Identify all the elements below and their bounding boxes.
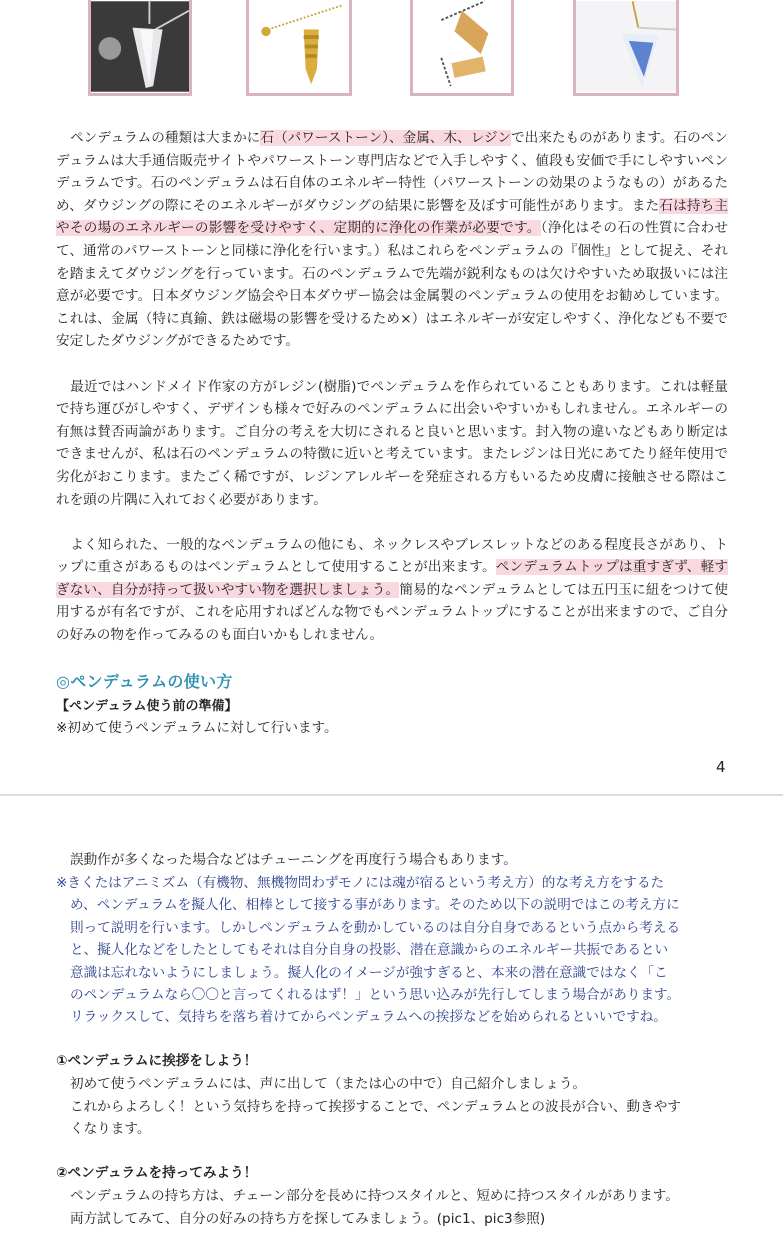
blue-note-line: 則って説明を行います。しかしペンデュラムを動かしているのは自分自身であるという点から考える	[70, 920, 681, 936]
pendulum-photos	[0, 0, 783, 100]
section-title: ◎ペンデュラムの使い方	[56, 672, 233, 691]
blue-note-line: と、擬人化などをしたとしてもそれは自分自身の投影、潜在意識からのエネルギー共振であるとい	[70, 942, 669, 958]
step-2-line: 両方試してみて、自分の好みの持ち方を探してみましょう。(pic1、pic3参照)	[70, 1211, 546, 1227]
blue-note-line: め、ペンデュラムを擬人化、相棒として接する事があります。そのため以下の説明ではこの考え方に	[70, 897, 680, 913]
subheading-preparation: 【ペンデュラム使う前の準備】	[56, 699, 238, 714]
step-1-line: くなります。	[70, 1121, 151, 1137]
note-first-use: ※初めて使うペンデュラムに対して行います。	[56, 720, 338, 736]
crystal-pendulum-photo	[88, 0, 192, 96]
brass-pendulum-photo	[246, 0, 352, 96]
page-1-body	[56, 127, 728, 647]
page-divider	[0, 794, 783, 796]
highlight-purification: 石は持ち主やその場のエネルギーの影響を受けやすく、定期的に浄化の作業が必要です。	[56, 197, 729, 237]
paragraph-pendulum-types: ペンデュラムの種類は大まかに石（パワーストーン）、金属、木、レジンで出来たものがあります。石のペンデュラムは大手通信販売サイトやパワーストーン専門店などで入手しやすく、値段も安価で手にしやすいペンデュラムです。石のペンデュラムは石自体のエネルギー特性（パワーストーンの効果のようなもの）があるため、ダウジングの際にそのエネルギーがダウジングの結果に影響を及ぼす可能性があります。また石は持ち主やその場のエネルギーの影響を受けやすく、定期的に浄化の作業が必要です。（浄化はその石の性質に合わせて、通常のパワーストーンと同様に浄化を行います。）私はこれらをペンデュラムの『個性』として捉え、それを踏まえてダウジングを行っています。石のペンデュラムで先端が鋭利なものは欠けやすいため取扱いには注意が必要です。日本ダウジング協会や日本ダウザー協会は金属製のペンデュラムの使用をお勧めしています。これは、金属（特に真鍮、鉄は磁場の影響を受けるため×）はエネルギーが安定しやすく、浄化なども不要で安定したダウジングができるためです。	[56, 130, 729, 350]
step-2-line: ペンデュラムの持ち方は、チェーン部分を長めに持つスタイルと、短めに持つスタイルがあります。	[70, 1188, 679, 1204]
paragraph-resin-pendulum: 最近ではハンドメイド作家の方がレジン(樹脂)でペンデュラムを作られていることもあります。これは軽量で持ち運びがしやすく、デザインも様々で好みのペンデュラムに出会いやすいかもしれません。エネルギーの有無は賛否両論があります。ご自分の考えを大切にされると良いと思います。封入物の違いなどもあり断定はできませんが、私は石のペンデュラムの特徴に近いと考えています。またレジンは日光にあてたり経年使用で劣化がおこります。またごく稀ですが、レジンアレルギーを発症される方もいるため皮膚に接触させる際はこれを頭の片隅に入れておく必要があります。	[56, 378, 728, 508]
resin-pendulum-photo	[573, 0, 679, 96]
tuning-note: 誤動作が多くなった場合などはチューニングを再度行う場合もあります。	[70, 852, 517, 868]
page-number: 4	[716, 758, 726, 776]
blue-note-line: リラックスして、気持ちを落ち着けてからペンデュラムへの挨拶などを始められるといいですね。	[70, 1009, 667, 1025]
step-2-title: ②ペンデュラムを持ってみよう！	[56, 1165, 258, 1181]
highlight-top-weight: ペンデュラムトップは重すぎず、軽すぎない、自分が持って扱いやすい物を選択しましょう。	[56, 559, 728, 598]
step-1-line: 初めて使うペンデュラムには、声に出して（または心の中で）自己紹介しましょう。	[70, 1076, 587, 1092]
wooden-pendulum-photo	[410, 0, 514, 96]
step-1-title: ①ペンデュラムに挨拶をしよう！	[56, 1053, 258, 1069]
blue-note-line: ※きくたはアニミズム（有機物、無機物問わずモノには魂が宿るという考え方）的な考え方をするた	[56, 875, 665, 891]
blue-note-line: のペンデュラムなら〇〇と言ってくれるはず！」という思い込みが先行してしまう場合があります。	[70, 987, 681, 1003]
highlight-materials: 石（パワーストーン）、金属、木、レジン	[260, 130, 511, 146]
paragraph-pendulum-top: よく知られた、一般的なペンデュラムの他にも、ネックレスやブレスレットなどのある程度長さがあり、トップに重さがあるものはペンデュラムとして使用することが出来ます。ペンデュラムトップは重すぎず、軽すぎない、自分が持って扱いやすい物を選択しましょう。簡易的なペンデュラムとしては五円玉に紐をつけて使用するが有名ですが、これを応用すればどんな物でもペンデュラムトップにすることが出来ますので、ご自分の好みの物を作ってみるのも面白いかもしれません。	[56, 536, 728, 644]
blue-note-line: 意識は忘れないようにしましょう。擬人化のイメージが強すぎると、本来の潜在意識ではなく「こ	[70, 965, 668, 981]
step-1-line: これからよろしく！という気持ちを持って挨拶することで、ペンデュラムとの波長が合い、動きやす	[70, 1099, 681, 1115]
